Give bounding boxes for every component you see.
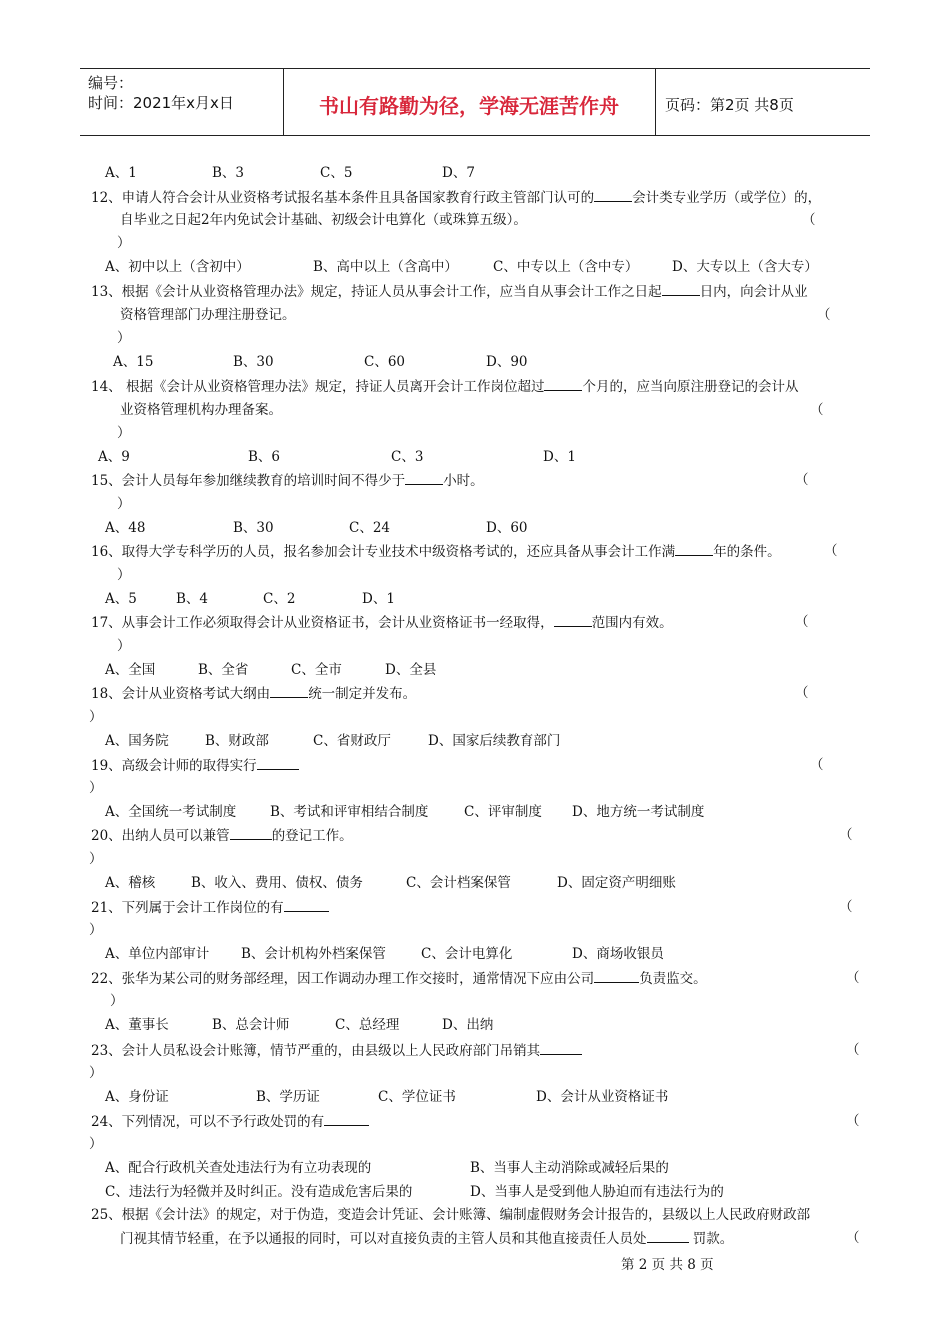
option-b: B、高中以上（含高中） bbox=[313, 259, 458, 275]
answer-paren-close: ） bbox=[89, 851, 103, 867]
option-d: D、商场收银员 bbox=[572, 946, 664, 962]
answer-paren-open: （ bbox=[839, 899, 853, 915]
answer-paren-open: （ bbox=[846, 1042, 860, 1058]
page-info: 页码：第2页 共8页 bbox=[665, 96, 794, 114]
motto: 书山有路勤为径，学海无涯苦作舟 bbox=[319, 94, 619, 118]
answer-blank[interactable] bbox=[405, 471, 443, 485]
answer-blank[interactable] bbox=[662, 282, 700, 296]
answer-paren-open: （ bbox=[810, 402, 824, 418]
option-c: C、学位证书 bbox=[378, 1089, 456, 1105]
question-text-cont: 自毕业之日起2年内免试会计基础、初级会计电算化（或珠算五级）。 bbox=[120, 212, 527, 228]
option-a: A、全国 bbox=[105, 662, 156, 678]
option-c: C、60 bbox=[364, 354, 406, 370]
option-c: C、5 bbox=[320, 165, 353, 181]
header-top-rule bbox=[80, 68, 870, 69]
answer-paren-close: ） bbox=[117, 425, 131, 441]
option-c: C、3 bbox=[391, 449, 424, 465]
option-a: A、单位内部审计 bbox=[105, 946, 210, 962]
option-a: A、1 bbox=[105, 165, 137, 181]
answer-paren-close: ） bbox=[89, 1065, 103, 1081]
question-text: 16、取得大学专科学历的人员，报名参加会计专业技术中级资格考试的，还应具备从事会计工作满 年的条件。 bbox=[91, 544, 781, 560]
option-a: A、稽核 bbox=[105, 875, 156, 891]
question-text-cont: 业资格管理机构办理备案。 bbox=[120, 402, 282, 418]
option-a: A、配合行政机关查处违法行为有立功表现的 bbox=[105, 1160, 372, 1176]
answer-paren-open: （ bbox=[810, 757, 824, 773]
option-c: C、会计电算化 bbox=[421, 946, 513, 962]
answer-paren-open: （ bbox=[839, 827, 853, 843]
option-b: B、30 bbox=[233, 354, 274, 370]
answer-blank[interactable] bbox=[544, 377, 582, 391]
question-text: 22、张华为某公司的财务部经理，因工作调动办理工作交接时，通常情况下应由公司 负责监交。 bbox=[91, 971, 707, 987]
option-d: D、国家后续教育部门 bbox=[428, 733, 561, 749]
option-a: A、全国统一考试制度 bbox=[105, 804, 237, 820]
option-c: C、评审制度 bbox=[464, 804, 542, 820]
answer-blank[interactable] bbox=[270, 684, 308, 698]
option-b: B、总会计师 bbox=[212, 1017, 290, 1033]
option-a: A、5 bbox=[105, 591, 137, 607]
option-a: A、48 bbox=[105, 520, 146, 536]
header-bottom-rule bbox=[80, 135, 870, 136]
option-b: B、30 bbox=[233, 520, 274, 536]
option-d: D、固定资产明细账 bbox=[557, 875, 676, 891]
answer-paren-close: ） bbox=[89, 780, 103, 796]
answer-blank[interactable] bbox=[230, 826, 272, 840]
answer-paren-open: （ bbox=[802, 212, 816, 228]
option-d: D、全县 bbox=[385, 662, 437, 678]
option-c: C、会计档案保管 bbox=[406, 875, 511, 891]
option-d: D、会计从业资格证书 bbox=[536, 1089, 669, 1105]
option-a: A、国务院 bbox=[105, 733, 169, 749]
option-c: C、2 bbox=[263, 591, 296, 607]
answer-paren-open: （ bbox=[795, 614, 809, 630]
option-b: B、学历证 bbox=[256, 1089, 320, 1105]
option-b: B、全省 bbox=[198, 662, 249, 678]
option-d: D、1 bbox=[362, 591, 395, 607]
answer-blank[interactable] bbox=[675, 542, 713, 556]
option-d: D、当事人是受到他人胁迫而有违法行为的 bbox=[470, 1184, 724, 1200]
question-text-cont: 资格管理部门办理注册登记。 bbox=[120, 307, 296, 323]
question-text: 15、会计人员每年参加继续教育的培训时间不得少于 小时。 bbox=[91, 473, 484, 489]
answer-paren-close: ） bbox=[117, 330, 131, 346]
option-b: B、会计机构外档案保管 bbox=[241, 946, 386, 962]
answer-blank[interactable] bbox=[594, 969, 639, 983]
option-c: C、总经理 bbox=[335, 1017, 400, 1033]
answer-blank[interactable] bbox=[540, 1041, 582, 1055]
option-c: C、违法行为轻微并及时纠正。没有造成危害后果的 bbox=[105, 1184, 413, 1200]
option-c: C、省财政厅 bbox=[313, 733, 391, 749]
answer-paren-open: （ bbox=[795, 472, 809, 488]
answer-paren-close: ） bbox=[89, 709, 103, 725]
answer-paren-open: （ bbox=[846, 1230, 860, 1246]
option-a: A、初中以上（含初中） bbox=[105, 259, 250, 275]
option-c: C、全市 bbox=[291, 662, 342, 678]
answer-blank[interactable] bbox=[554, 613, 592, 627]
question-text: 18、会计从业资格考试大纲由 统一制定并发布。 bbox=[91, 686, 417, 702]
answer-paren-close: ） bbox=[89, 1136, 103, 1152]
question-text: 21、下列属于会计工作岗位的有 bbox=[91, 898, 329, 917]
option-c: C、中专以上（含中专） bbox=[493, 259, 639, 275]
page-footer: 第 2 页 共 8 页 bbox=[621, 1257, 714, 1273]
option-b: B、考试和评审相结合制度 bbox=[270, 804, 429, 820]
option-d: D、7 bbox=[442, 165, 475, 181]
option-a: A、董事长 bbox=[105, 1017, 169, 1033]
answer-blank[interactable] bbox=[284, 898, 329, 912]
question-text-cont: 门视其情节轻重，在予以通报的同时，可以对直接负责的主管人员和其他直接责任人员处 罚款。 bbox=[120, 1231, 734, 1247]
answer-paren-open: （ bbox=[846, 970, 860, 986]
answer-paren-close: ） bbox=[117, 638, 131, 654]
option-d: D、大专以上（含大专） bbox=[672, 259, 818, 275]
serial-label: 编号： bbox=[88, 74, 134, 92]
question-text: 20、出纳人员可以兼管 的登记工作。 bbox=[91, 828, 353, 844]
answer-paren-close: ） bbox=[117, 496, 131, 512]
option-b: B、6 bbox=[248, 449, 281, 465]
option-a: A、15 bbox=[113, 354, 154, 370]
answer-paren-open: （ bbox=[795, 685, 809, 701]
answer-blank[interactable] bbox=[257, 756, 299, 770]
answer-blank[interactable] bbox=[647, 1229, 689, 1243]
option-d: D、90 bbox=[486, 354, 528, 370]
question-text: 19、高级会计师的取得实行 bbox=[91, 756, 299, 775]
option-d: D、1 bbox=[543, 449, 576, 465]
answer-paren-close: ） bbox=[110, 993, 124, 1009]
option-b: B、收入、费用、债权、债务 bbox=[191, 875, 363, 891]
option-b: B、3 bbox=[212, 165, 245, 181]
answer-paren-open: （ bbox=[824, 543, 838, 559]
date-label: 时间：2021年x月x日 bbox=[88, 94, 234, 112]
answer-paren-close: ） bbox=[117, 567, 131, 583]
question-text: 12、申请人符合会计从业资格考试报名基本条件且具备国家教育行政主管部门认可的 会计类专业学历（或学位）的， bbox=[91, 190, 822, 206]
header-divider-right bbox=[655, 68, 656, 135]
answer-blank[interactable] bbox=[324, 1112, 369, 1126]
answer-paren-close: ） bbox=[117, 235, 131, 251]
question-text: 14、 根据《会计从业资格管理办法》规定，持证人员离开会计工作岗位超过 个月的，应当向原注册登记的会计从 bbox=[91, 379, 799, 395]
option-a: A、身份证 bbox=[105, 1089, 169, 1105]
question-text: 17、从事会计工作必须取得会计从业资格证书，会计从业资格证书一经取得， 范围内有效。 bbox=[91, 615, 673, 631]
option-c: C、24 bbox=[349, 520, 391, 536]
option-d: D、出纳 bbox=[442, 1017, 494, 1033]
question-text: 23、会计人员私设会计账簿，情节严重的，由县级以上人民政府部门吊销其 bbox=[91, 1041, 582, 1060]
answer-paren-open: （ bbox=[846, 1113, 860, 1129]
option-a: A、9 bbox=[98, 449, 130, 465]
option-d: D、地方统一考试制度 bbox=[572, 804, 705, 820]
question-text: 13、根据《会计从业资格管理办法》规定，持证人员从事会计工作，应当自从事会计工作之日起 日内，向会计从业 bbox=[91, 284, 808, 300]
option-b: B、财政部 bbox=[205, 733, 269, 749]
question-text: 24、下列情况，可以不予行政处罚的有 bbox=[91, 1112, 369, 1131]
answer-blank[interactable] bbox=[594, 188, 632, 202]
option-d: D、60 bbox=[486, 520, 528, 536]
option-b: B、当事人主动消除或减轻后果的 bbox=[470, 1160, 669, 1176]
answer-paren-close: ） bbox=[89, 922, 103, 938]
option-b: B、4 bbox=[176, 591, 209, 607]
question-text: 25、根据《会计法》的规定，对于伪造，变造会计凭证、会计账簿、编制虚假财务会计报告的，县级以上人民政府财政部 bbox=[91, 1207, 811, 1223]
answer-paren-open: （ bbox=[817, 307, 831, 323]
